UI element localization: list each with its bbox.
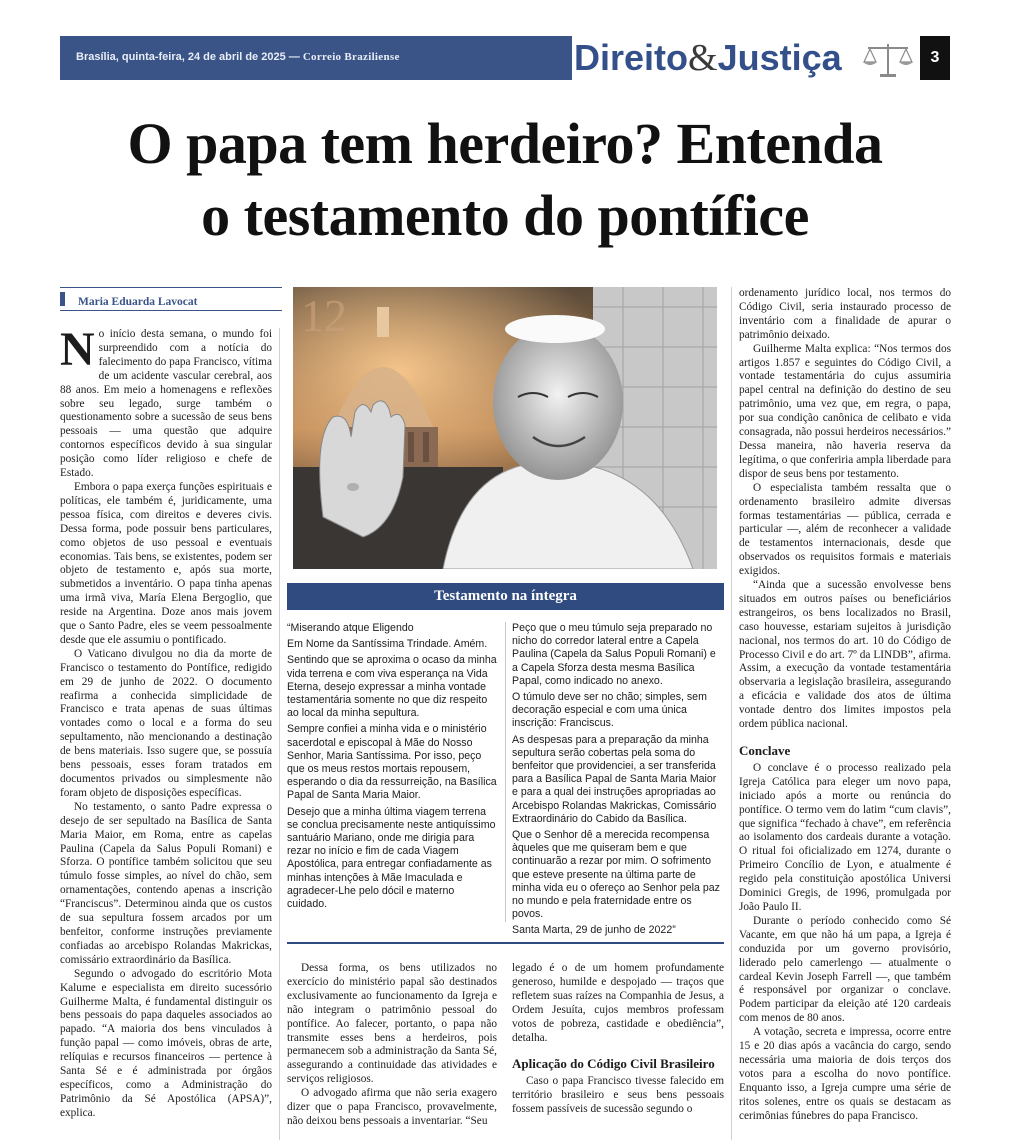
- testament-paragraph: Desejo que a minha última viagem terrena se conclua precisamente neste antiquíssimo santuário Mariano, onde me dirigia para rezar no início e fim de cada Viagem Apostólica, para entregar confiadamente as minhas intenções à Mãe Imaculada e agradecer-Lhe pelo dócil e materno cuidado.: [287, 805, 496, 911]
- newspaper-name: Correio Braziliense: [302, 51, 400, 63]
- testament-box-border: [287, 942, 724, 944]
- byline-marker: [60, 292, 65, 306]
- column-divider: [279, 328, 280, 1140]
- drop-cap: N: [60, 323, 95, 376]
- testament-paragraph: Em Nome da Santíssima Trindade. Amém.: [287, 638, 488, 651]
- svg-text:12: 12: [301, 290, 347, 341]
- subheading: Conclave: [739, 743, 791, 758]
- paragraph: [60, 323, 272, 481]
- article-column-4: [512, 962, 724, 1117]
- pope-photo: [293, 287, 717, 569]
- headline-line-2: o testamento do pontífice: [201, 183, 809, 248]
- testament-paragraph: Que o Senhor dê a merecida recompensa àqueles que me quiseram bem e que continuarão a rezar por mim. O sofrimento que esteve presente na última parte de minha vida eu o ofereço ao Senhor pela paz no mundo e pela fraternidade entre os povos.: [512, 829, 720, 921]
- byline: [60, 287, 282, 311]
- testament-paragraph: As despesas para a preparação da minha sepultura serão cobertas pela soma do benfeitor que providenciei, a ser transferida para a Basílica Papal de Santa Maria Maior e para a qual dei instruções apropriadas ao Arcebispo Rolandas Makrickas, Comissário Extraordinário do Cabido da Basílica.: [512, 733, 717, 825]
- paragraph: No testamento, o santo Padre expressa o desejo de ser sepultado na Basílica de Santa Maria Maior, em Roma, entre as capelas Paulina (Capela da Salus Populi Romani) e Sforza. O pontífice também solicitou que seu túmulo fosse simples, ao nível do chão, sem ornamentações, contendo apenas a inscrição “Franciscus”. Determinou ainda que os custos de sua sepultura fossem arcados por um benfeitor, conforme instruções previamente confiadas ao arcebispo Rolandas Makrickas, comissário extraordinário da Basílica.: [60, 800, 272, 966]
- section-title-amp: &: [688, 37, 718, 79]
- paragraph: A votação, secreta e impressa, ocorre entre 15 e 20 dias após a vacância do cargo, sendo necessária uma maioria de dois terços dos votos para a escolha do novo pontífice. Enquanto isso, a Igreja cumpre uma série de ritos solenes, entre os quais se destacam as cerimônias fúnebres do papa Francisco.: [739, 1026, 951, 1122]
- testament-paragraph: Sentindo que se aproxima o ocaso da minha vida terrena e com viva esperança na Vida Eterna, desejo expressar a minha vontade testamentária somente no que diz respeito ao local da minha sepultura.: [287, 654, 497, 720]
- paragraph: O Vaticano divulgou no dia da morte de Francisco o testamento do Pontífice, redigido em 29 de junho de 2022. O documento reafirma a conhecida simplicidade de Francisco e trata apenas de suas últimas vontades como o local e a forma do seu sepultamento, não mencionando a destinação de bens materiais. Isso sugere que, se possuía bens pessoais, esses foram tratados em documentos privados ou simplesmente não foram objeto de disposições específicas.: [60, 647, 272, 799]
- masthead-bar: [60, 36, 572, 80]
- headline-line-1: O papa tem herdeiro? Entenda: [127, 111, 883, 176]
- pope-waving-photo-icon: [293, 287, 717, 569]
- scales-of-justice-icon: [860, 40, 916, 80]
- paragraph: legado é o de um homem profundamente generoso, humilde e despojado — traços que refletem suas raízes na Companhia de Jesus, a Ordem Jesuíta, cujos membros professam votos de pobreza, castidade e obediência”, detalha.: [512, 962, 724, 1044]
- paragraph: O conclave é o processo realizado pela Igreja Católica para eleger um novo papa, iniciado após a morte ou renúncia do pontífice. O termo vem do latim “cum clavis”, que significa “fechado à chave”, em referência ao isolamento dos cardeais durante a votação. O ritual foi oficializado em 1274, durante o Primeiro Concílio de Lyon, e atualmente é regido pela constituição apostólica Universi Dominici Gregis, de 1996, promulgada por João Paulo II.: [739, 761, 951, 913]
- section-title-b: Justiça: [717, 37, 842, 78]
- paragraph: O advogado afirma que não seria exagero dizer que o papa Francisco, provavelmente, não deixou bens pessoais a inventariar. “Seu: [287, 1087, 497, 1127]
- paragraph: Durante o período conhecido como Sé Vacante, em que não há um papa, a Igreja é conduzida por um governo provisório, liderado pelo camerlengo — atualmente o cardeal Kevin Joseph Farrell —, que também é responsável por organizar o conclave. Podem participar da eleição até 120 cardeais com menos de 80 anos.: [739, 914, 951, 1025]
- section-title: [574, 38, 842, 78]
- masthead: [60, 36, 950, 80]
- paragraph: Guilherme Malta explica: “Nos termos dos artigos 1.857 e seguintes do Código Civil, a vontade testamentária do cujus assumiria papel central na definição do destino de seu patrimônio, uma vez que, em regra, o papa, por sua condição canônica de celibato e vida consagrada, não possui herdeiros necessários.” Dessa maneira, não haveria reserva da legítima, o que conferiria ampla liberdade para dispor de seus bens por testamento.: [739, 342, 951, 480]
- headline: [60, 108, 950, 252]
- testament-box-title: Testamento na íntegra: [287, 583, 724, 610]
- paragraph: Segundo o advogado do escritório Mota Kalume e especialista em direito sucessório Guilherme Malta, é fundamental distinguir os bens pessoais do papa daqueles associados ao papado. “A maioria dos bens vinculados à função papal — como imóveis, obras de arte, relíquias e recursos financeiros — pertence à Santa Sé e é administrada por órgãos específicos, como a Administração do Patrimônio da Sé Apostólica (APSA)”, explica.: [60, 967, 272, 1119]
- paragraph: O especialista também ressalta que o ordenamento brasileiro admite diversas formas testamentárias — pública, cerrada e particular —, além de reconhecer a validade de testamentos internacionais, desde que observados os requisitos formais e materiais exigidos.: [739, 481, 951, 578]
- paragraph-text: o início desta semana, o mundo foi surpreendido com a notícia do falecimento do papa Francisco, vítima de um acidente vascular cerebral, aos 88 anos. Em meio a homenagens e reflexões sobre seu legado, surge também o questionamento sobre a sucessão de seus bens pessoais — uma questão que adquire contornos específicos devido à sua singular posição como líder religioso e chefe de Estado.: [60, 328, 272, 480]
- testament-column-right: [512, 622, 724, 941]
- section-title-a: Direito: [574, 37, 689, 78]
- testament-paragraph: Santa Marta, 29 de junho de 2022”: [512, 924, 676, 937]
- date-text: Brasília, quinta-feira, 24 de abril de 2025 —: [76, 51, 303, 63]
- testament-paragraph: Sempre confiei a minha vida e o ministério sacerdotal e episcopal à Mãe do Nosso Senhor, Maria Santíssima. Por isso, peço que os meus restos mortais repousem, esperando o dia da ressurreição, na Basílica Papal de Santa Maria Maior.: [287, 723, 497, 802]
- testament-column-left: [287, 622, 497, 914]
- article-column-1: [60, 323, 272, 1121]
- author-name: Maria Eduarda Lavocat: [78, 296, 198, 308]
- testament-paragraph: O túmulo deve ser no chão; simples, sem decoração especial e com uma única inscrição: Franciscus.: [512, 691, 707, 730]
- article-column-5: [739, 287, 951, 1123]
- testament-paragraph: “Miserando atque Eligendo: [287, 622, 414, 634]
- column-divider: [731, 287, 732, 1140]
- page-number: 3: [920, 36, 950, 80]
- masthead-date: [76, 51, 400, 63]
- paragraph: Dessa forma, os bens utilizados no exercício do ministério papal são destinados exclusivamente ao funcionamento da Igreja e não integram o patrimônio pessoal do pontífice. Ao falecer, portanto, o papa não transmite esses bens a herdeiros, pois permanecem sob a administração da Santa Sé, assegurando a continuidade das atividades e serviços religiosos.: [287, 962, 497, 1086]
- testament-paragraph: Peço que o meu túmulo seja preparado no nicho do corredor lateral entre a Capela Paulina (Capela da Salus Populi Romani) e a Capela Sforza desta mesma Basílica Papal, como indicado no anexo.: [512, 622, 716, 687]
- paragraph: ordenamento jurídico local, nos termos do Código Civil, seria instaurado processo de inventário com a finalidade de apurar o patrimônio deixado.: [739, 287, 951, 341]
- paragraph: Embora o papa exerça funções espirituais e políticas, ele também é, juridicamente, uma pessoa física, com direitos e deveres civis. Dessa forma, pode possuir bens particulares, como objetos de uso pessoal e eventuais economias. Tais bens, se existentes, podem ser objeto de testamento e, após sua morte, submetidos a inventário. O papa tinha apenas uma irmã viva, María Elena Bergoglio, que reside na Argentina. Doze anos mais jovem que o Santo Padre, eles se veem pessoalmente desde que ele assumiu o pontificado.: [60, 480, 272, 646]
- article-column-3: [287, 962, 497, 1129]
- paragraph: “Ainda que a sucessão envolvesse bens situados em outros países ou beneficiários estrangeiros, os bens localizados no Brasil, caso houvesse, estariam sujeitos à jurisdição nacional, nos termos do art. 10 do Código de Processo Civil e do art. 7º da LINDB”, afirma. Assim, a execução da vontade testamentária observaria a legislação brasileira, assegurando a eficácia e validade dos atos de última vontade dentro dos limites impostos pela ordem pública nacional.: [739, 579, 951, 731]
- paragraph: Caso o papa Francisco tivesse falecido em território brasileiro e seus bens pessoais fossem passíveis de sucessão segundo o: [512, 1075, 724, 1116]
- subheading: Aplicação do Código Civil Brasileiro: [512, 1056, 715, 1072]
- testament-divider: [505, 622, 506, 922]
